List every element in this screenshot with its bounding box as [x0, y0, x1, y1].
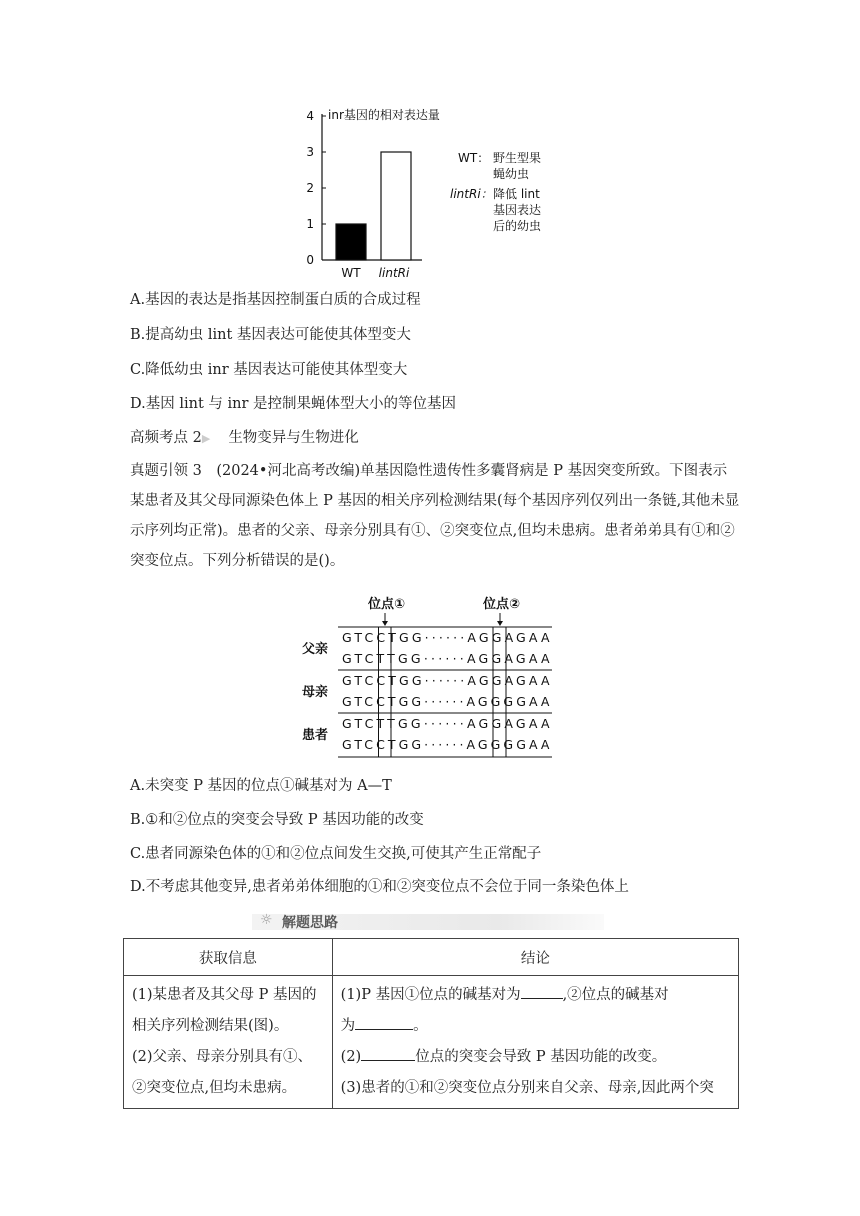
question3-stem: 真题引领 3 (2024•河北高考改编)单基因隐性遗传性多囊肾病是 P 基因突变所致。下图表示某患者及其父母同源染色体上 P 基因的相关序列检测结果(每个基因序列仅列出一条链,其他未显示序列均正常)。患者的父亲、母亲分别具有①、②突变位点,但均未患病。患者弟弟具有①和②突变位点。下列分析错误的是()。 [130, 463, 740, 569]
section-heading [130, 428, 359, 449]
y-tick-label-1: 1 [306, 217, 314, 231]
site1-label: 位点① [368, 597, 406, 612]
chart-title: inr基因的相对表达量 [328, 108, 440, 122]
q1-option-b: B.提高幼虫 lint 基因表达可能使其体型变大 [130, 327, 411, 343]
col-header-info: 获取信息 [124, 939, 333, 976]
conclusion-2: (2) 位点的突变会导致 P 基因功能的改变。 [341, 1042, 730, 1073]
father-seq-2: GTCTTGG······AGGAGAA [342, 651, 550, 666]
lightbulb-icon: ☼ [260, 912, 273, 928]
row-label-patient: 患者 [302, 728, 329, 743]
q3-option-c: C.患者同源染色体的①和②位点间发生交换,可使其产生正常配子 [130, 846, 542, 862]
q3-option-d: D.不考虑其他变异,患者弟弟体细胞的①和②突变位点不会位于同一条染色体上 [130, 879, 629, 895]
site2-label: 位点② [483, 597, 521, 612]
info-2: (2)父亲、母亲分别具有①、②突变位点,但均未患病。 [132, 1049, 313, 1096]
patient-seq-1: GTCTTGG······AGGAGAA [342, 716, 550, 731]
y-tick-label-3: 3 [306, 145, 314, 159]
conclusion-1: (1)P 基因①位点的碱基对为 ,②位点的碱基对 为 。 [341, 980, 730, 1042]
legend-lintri-line3: 后的幼虫 [493, 219, 542, 233]
legend-lintri-line1: 降低 lint [493, 187, 540, 201]
y-tick-label-0: 0 [306, 253, 314, 267]
x-tick-lintri: lintRi [378, 266, 410, 280]
legend [450, 150, 541, 233]
q1-option-d: D.基因 lint 与 inr 是控制果蝇体型大小的等位基因 [130, 396, 457, 412]
answer-blank-2[interactable] [355, 1015, 413, 1030]
solution-header [252, 911, 604, 935]
site2-arrowhead [497, 621, 503, 626]
bar-lintri [381, 152, 411, 260]
legend-lintri-line2: 基因表达 [493, 203, 542, 217]
legend-wt-line1: 野生型果 [493, 151, 542, 165]
y-tick-label-2: 2 [306, 181, 314, 195]
section-label: 高频考点 2 [130, 430, 202, 446]
site1-arrowhead [382, 621, 388, 626]
bar-wt [336, 224, 366, 260]
legend-wt-line2: 蝇幼虫 [493, 167, 530, 181]
mother-seq-2: GTCCTGG······AGGGGAA [342, 694, 550, 709]
row-label-father: 父亲 [302, 642, 329, 657]
sequence-figure [300, 593, 560, 763]
info-cell [124, 976, 333, 1109]
answer-blank-3[interactable] [361, 1046, 415, 1061]
q1-option-c: C.降低幼虫 inr 基因表达可能使其体型变大 [130, 362, 408, 378]
father-seq-1: GTCCTGG······AGGAGAA [342, 630, 550, 645]
legend-key-lintri: lintRi： [450, 187, 493, 201]
mother-seq-1: GTCCTGG······AGGAGAA [342, 673, 550, 688]
conclusion-3: (3)患者的①和②突变位点分别来自父亲、母亲,因此两个突 [340, 1080, 714, 1096]
legend-key-wt: WT： [458, 151, 490, 165]
info-1: (1)某患者及其父母 P 基因的相关序列检测结果(图)。 [132, 987, 317, 1034]
arrow-icon: ▶ [201, 432, 211, 445]
bar-chart [300, 100, 580, 290]
y-tick-label-4: 4 [306, 109, 314, 123]
q1-option-a: A.基因的表达是指基因控制蛋白质的合成过程 [130, 292, 421, 308]
answer-blank-1[interactable] [521, 984, 563, 999]
patient-seq-2: GTCCTGG······AGGGGAA [342, 737, 550, 752]
row-label-mother: 母亲 [302, 685, 329, 700]
q3-option-b: B.①和②位点的突变会导致 P 基因功能的改变 [130, 812, 424, 828]
x-tick-wt: WT [341, 266, 361, 280]
solution-header-label: 解题思路 [282, 915, 338, 931]
col-header-conclusion: 结论 [332, 939, 738, 976]
q3-option-a: A.未突变 P 基因的位点①碱基对为 A—T [130, 778, 392, 794]
solution-table [123, 938, 739, 1109]
conclusion-cell [332, 976, 738, 1109]
section-title: 生物变异与生物进化 [228, 430, 359, 446]
